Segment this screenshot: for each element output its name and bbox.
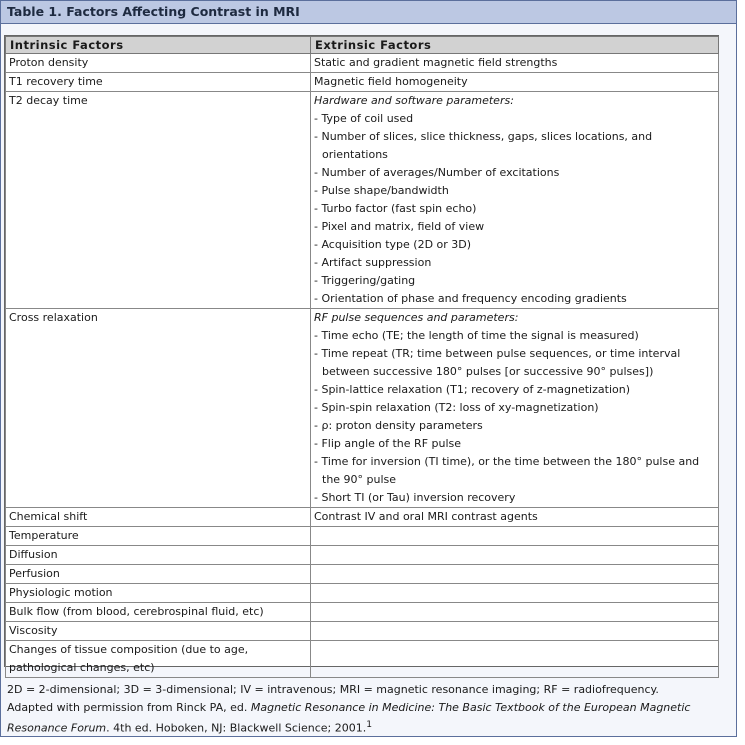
intrinsic-cell: Viscosity [6, 622, 311, 641]
list-item: - Number of slices, slice thickness, gaps, slices locations, and orientations [314, 130, 653, 161]
intrinsic-cell: Chemical shift [6, 508, 311, 527]
table-row [6, 546, 719, 565]
intrinsic-cell: Changes of tissue composition (due to age, pathological changes, etc) [6, 641, 311, 678]
extrinsic-cell [311, 584, 719, 603]
header-row [6, 37, 719, 54]
list-item: - Spin-lattice relaxation (T1; recovery of z-magnetization) [314, 383, 630, 396]
list-item: - Artifact suppression [314, 256, 432, 269]
factors-table [5, 36, 719, 678]
citation-reference: 1 [366, 719, 373, 730]
intrinsic-cell: Physiologic motion [6, 584, 311, 603]
extrinsic-cell [311, 603, 719, 622]
table-row [6, 622, 719, 641]
table-row [6, 309, 719, 508]
list-item: - Time for inversion (TI time), or the time between the 180° pulse and the 90° pulse [314, 455, 700, 486]
intrinsic-cell: Cross relaxation [6, 309, 311, 508]
table-row [6, 527, 719, 546]
table-row [6, 603, 719, 622]
table-row [6, 54, 719, 73]
list-item: - Orientation of phase and frequency encoding gradients [314, 292, 627, 305]
list-item: - ρ: proton density parameters [314, 419, 483, 432]
table-title: Table 1. Factors Affecting Contrast in MRI [1, 1, 736, 24]
table-container [4, 35, 719, 674]
rf-params-heading: RF pulse sequences and parameters: [314, 311, 519, 324]
table-row [6, 641, 719, 678]
list-item: - Time repeat (TR; time between pulse sequences, or time interval between successive 180° pulses [or successive 90° pulses]) [314, 347, 681, 378]
list-item: - Time echo (TE; the length of time the signal is measured) [314, 329, 639, 342]
table-row [6, 508, 719, 527]
extrinsic-cell [311, 527, 719, 546]
extrinsic-cell [311, 92, 719, 309]
extrinsic-cell [311, 565, 719, 584]
extrinsic-cell [311, 641, 719, 678]
intrinsic-cell: T1 recovery time [6, 73, 311, 92]
citation-book-title: Magnetic Resonance in Medicine: The Basic Textbook of the European Magnetic Resonance Forum [7, 700, 691, 735]
list-item: - Pixel and matrix, field of view [314, 220, 485, 233]
intrinsic-cell: Proton density [6, 54, 311, 73]
extrinsic-cell [311, 546, 719, 565]
citation-suffix: . 4th ed. Hoboken, NJ: Blackwell Science; 2001. [106, 721, 367, 735]
list-item: - Triggering/gating [314, 274, 416, 287]
header-intrinsic: Intrinsic Factors [6, 37, 311, 54]
list-item: - Acquisition type (2D or 3D) [314, 238, 472, 251]
list-item: - Pulse shape/bandwidth [314, 184, 449, 197]
header-extrinsic: Extrinsic Factors [311, 37, 719, 54]
list-item: - Turbo factor (fast spin echo) [314, 202, 477, 215]
table-row [6, 92, 719, 309]
list-item: - Spin-spin relaxation (T2: loss of xy-magnetization) [314, 401, 599, 414]
source-citation [7, 699, 727, 738]
list-item: - Type of coil used [314, 112, 414, 125]
list-item: - Number of averages/Number of excitations [314, 166, 560, 179]
intrinsic-cell: Bulk flow (from blood, cerebrospinal fluid, etc) [6, 603, 311, 622]
list-item: - Short TI (or Tau) inversion recovery [314, 491, 516, 504]
abbreviations-note: 2D = 2-dimensional; 3D = 3-dimensional; IV = intravenous; MRI = magnetic resonance imaging; RF = radiofrequency. [7, 683, 659, 696]
extrinsic-cell: Magnetic field homogeneity [311, 73, 719, 92]
intrinsic-cell: Temperature [6, 527, 311, 546]
table-row [6, 73, 719, 92]
intrinsic-cell: T2 decay time [6, 92, 311, 309]
intrinsic-cell: Perfusion [6, 565, 311, 584]
table-row [6, 584, 719, 603]
hardware-params-heading: Hardware and software parameters: [314, 94, 514, 107]
table-footnote [7, 681, 727, 737]
table-row [6, 565, 719, 584]
extrinsic-cell [311, 309, 719, 508]
extrinsic-cell: Contrast IV and oral MRI contrast agents [311, 508, 719, 527]
extrinsic-cell [311, 622, 719, 641]
extrinsic-cell: Static and gradient magnetic field strengths [311, 54, 719, 73]
citation-prefix: Adapted with permission from Rinck PA, ed. [7, 700, 251, 714]
intrinsic-cell: Diffusion [6, 546, 311, 565]
list-item: - Flip angle of the RF pulse [314, 437, 462, 450]
